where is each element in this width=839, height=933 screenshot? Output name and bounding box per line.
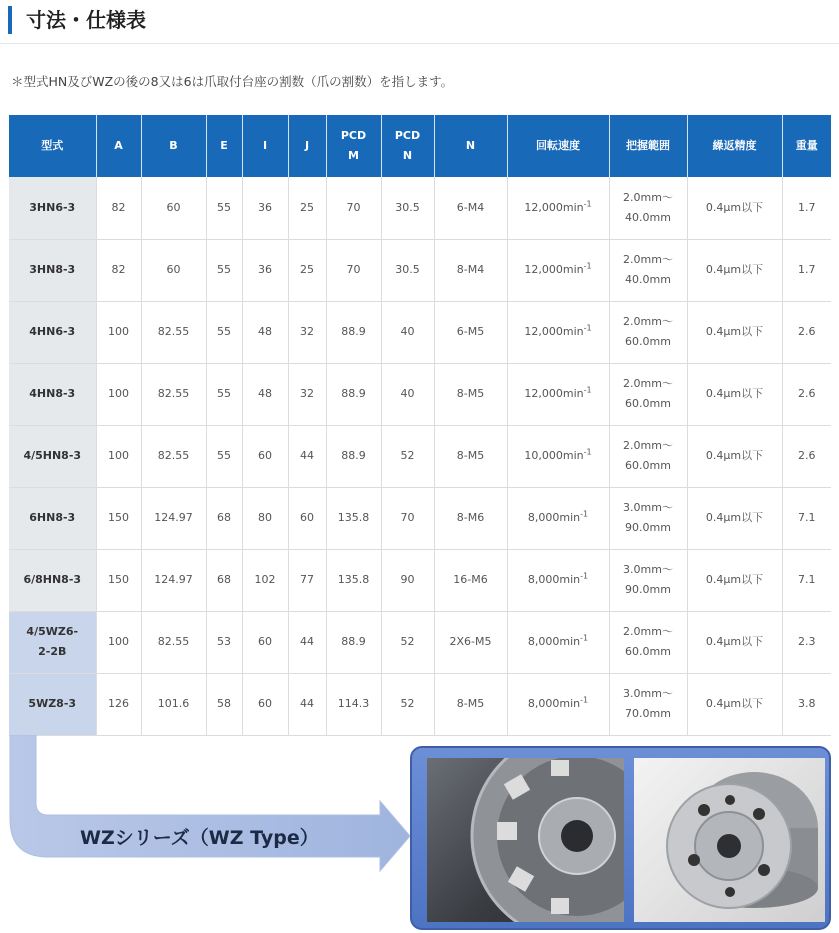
range-text: 3.0mm～ (623, 501, 673, 514)
speed-exponent: -1 (580, 509, 589, 519)
cell-pcdn: 52 (381, 673, 434, 735)
column-header (288, 115, 326, 177)
cell-range (609, 177, 687, 239)
cell-a: 100 (96, 611, 141, 673)
model-note: ＊型式HN及びWZの後の8又は6は爪取付台座の割数（爪の割数）を指します。 (11, 74, 454, 89)
column-header-text: 型式 (41, 139, 64, 152)
cell-j: 44 (288, 673, 326, 735)
model-cell: 6HN8-3 (9, 487, 96, 549)
cell-e: 55 (206, 177, 242, 239)
model-text: 4/5WZ6- (26, 625, 79, 638)
cell-a: 126 (96, 673, 141, 735)
section-title: 寸法・仕様表 (26, 8, 146, 32)
cell-b: 82.55 (141, 611, 206, 673)
cell-pcdm: 88.9 (326, 611, 381, 673)
speed-exponent: -1 (580, 571, 589, 581)
speed-exponent: -1 (583, 199, 592, 209)
table-row (9, 611, 831, 673)
cell-n: 8-M6 (434, 487, 507, 549)
cell-weight: 7.1 (782, 549, 831, 611)
column-header-text: N (402, 149, 413, 162)
chuck-body-illustration (634, 758, 825, 922)
range-text: 2.0mm～ (623, 253, 673, 266)
column-header-text: 回転速度 (536, 139, 580, 152)
cell-a: 82 (96, 177, 141, 239)
cell-a: 100 (96, 301, 141, 363)
cell-pcdn: 30.5 (381, 177, 434, 239)
range-text: 70.0mm (625, 707, 671, 720)
cell-weight: 2.3 (782, 611, 831, 673)
cell-e: 53 (206, 611, 242, 673)
product-photo-frame (410, 746, 831, 930)
column-header-text: I (262, 139, 268, 152)
speed-value: 12,000min (524, 200, 584, 214)
speed-exponent: -1 (583, 385, 592, 395)
range-text: 2.0mm～ (623, 190, 673, 204)
speed-value: 12,000min (524, 263, 584, 276)
table-row (9, 425, 831, 487)
cell-speed (507, 487, 609, 549)
table-body (9, 177, 831, 735)
cell-n: 8-M5 (434, 425, 507, 487)
range-text: 40.0mm (625, 273, 671, 286)
cell-b: 60 (141, 177, 206, 239)
cell-i: 102 (242, 549, 288, 611)
range-text: 60.0mm (625, 335, 671, 348)
table-row (9, 549, 831, 611)
cell-n: 2X6-M5 (434, 611, 507, 673)
column-header-text: B (169, 139, 178, 152)
cell-range (609, 673, 687, 735)
cell-accuracy: 0.4μm以下 (687, 673, 782, 735)
cell-speed (507, 673, 609, 735)
cell-n: 8-M5 (434, 673, 507, 735)
cell-b: 82.55 (141, 301, 206, 363)
model-cell: 6/8HN8-3 (9, 549, 96, 611)
cell-pcdn: 40 (381, 301, 434, 363)
cell-accuracy: 0.4μm以下 (687, 177, 782, 239)
range-text: 3.0mm～ (623, 687, 673, 700)
cell-speed (507, 549, 609, 611)
cell-i: 48 (242, 363, 288, 425)
column-header (242, 115, 288, 177)
cell-a: 100 (96, 425, 141, 487)
cell-b: 124.97 (141, 487, 206, 549)
cell-j: 32 (288, 363, 326, 425)
speed-value: 8,000min (527, 573, 581, 586)
column-header-text: M (348, 149, 359, 162)
column-header-text: E (220, 139, 228, 152)
column-header-text: 把握範囲 (626, 139, 670, 152)
cell-n: 6-M5 (434, 301, 507, 363)
model-cell: 4HN8-3 (9, 363, 96, 425)
cell-j: 60 (288, 487, 326, 549)
cell-range (609, 425, 687, 487)
speed-value: 8,000min (527, 635, 581, 648)
cell-e: 55 (206, 363, 242, 425)
cell-speed (507, 425, 609, 487)
cell-e: 68 (206, 487, 242, 549)
cell-accuracy: 0.4μm以下 (687, 363, 782, 425)
cell-pcdm: 135.8 (326, 549, 381, 611)
model-text: 2-2B (38, 645, 67, 658)
model-cell: 3HN8-3 (9, 239, 96, 301)
speed-value: 10,000min (524, 449, 584, 462)
cell-b: 124.97 (141, 549, 206, 611)
range-text: 90.0mm (625, 521, 671, 534)
cell-n: 8-M5 (434, 363, 507, 425)
cell-pcdn: 40 (381, 363, 434, 425)
cell-i: 48 (242, 301, 288, 363)
cell-pcdm: 114.3 (326, 673, 381, 735)
range-text: 3.0mm～ (623, 563, 673, 576)
cell-e: 58 (206, 673, 242, 735)
table-row (9, 239, 831, 301)
range-text: 40.0mm (625, 210, 671, 224)
cell-accuracy: 0.4μm以下 (687, 487, 782, 549)
range-text: 90.0mm (625, 583, 671, 596)
cell-speed (507, 239, 609, 301)
cell-weight: 3.8 (782, 673, 831, 735)
cell-pcdm: 88.9 (326, 301, 381, 363)
speed-exponent: -1 (580, 695, 589, 705)
range-text: 60.0mm (625, 459, 671, 472)
cell-range (609, 549, 687, 611)
range-text: 60.0mm (625, 397, 671, 410)
cell-pcdn: 30.5 (381, 239, 434, 301)
column-header (141, 115, 206, 177)
speed-value: 8,000min (527, 697, 581, 710)
cell-pcdn: 90 (381, 549, 434, 611)
cell-j: 32 (288, 301, 326, 363)
cell-i: 60 (242, 611, 288, 673)
cell-pcdn: 52 (381, 425, 434, 487)
range-text: 60.0mm (625, 645, 671, 658)
range-text: 2.0mm～ (623, 625, 673, 638)
heading-divider (0, 43, 839, 44)
speed-value: 12,000min (524, 387, 584, 400)
cell-i: 80 (242, 487, 288, 549)
table-row (9, 177, 831, 239)
column-header-text: PCD (394, 129, 421, 142)
column-header-text: 繰返精度 (712, 139, 757, 152)
cell-i: 60 (242, 425, 288, 487)
column-header (206, 115, 242, 177)
model-cell: 3HN6-3 (9, 177, 96, 239)
cell-b: 82.55 (141, 363, 206, 425)
cell-pcdm: 70 (326, 177, 381, 239)
cell-n: 8-M4 (434, 239, 507, 301)
cell-j: 25 (288, 239, 326, 301)
speed-exponent: -1 (583, 447, 592, 457)
column-header (9, 115, 96, 177)
cell-accuracy: 0.4μm以下 (687, 425, 782, 487)
table-header-row (9, 115, 831, 177)
cell-e: 55 (206, 239, 242, 301)
column-header (96, 115, 141, 177)
column-header-text: J (304, 139, 310, 152)
range-text: 2.0mm～ (623, 377, 673, 390)
table-row (9, 487, 831, 549)
cell-weight: 2.6 (782, 363, 831, 425)
model-cell: 5WZ8-3 (9, 673, 96, 735)
cell-b: 60 (141, 239, 206, 301)
model-cell (9, 611, 96, 673)
cell-e: 68 (206, 549, 242, 611)
table-row (9, 363, 831, 425)
cell-i: 60 (242, 673, 288, 735)
cell-accuracy: 0.4μm以下 (687, 239, 782, 301)
column-header (381, 115, 434, 177)
cell-j: 44 (288, 425, 326, 487)
spec-table (9, 115, 831, 736)
cell-weight: 2.6 (782, 425, 831, 487)
cell-pcdm: 135.8 (326, 487, 381, 549)
column-header-text: 重量 (795, 139, 818, 152)
speed-value: 12,000min (524, 325, 584, 338)
cell-i: 36 (242, 239, 288, 301)
cell-n: 6-M4 (434, 177, 507, 239)
cell-j: 77 (288, 549, 326, 611)
cell-range (609, 363, 687, 425)
cell-accuracy: 0.4μm以下 (687, 549, 782, 611)
cell-a: 150 (96, 549, 141, 611)
range-text: 2.0mm～ (623, 439, 673, 452)
range-text: 2.0mm～ (623, 315, 673, 328)
cell-pcdn: 70 (381, 487, 434, 549)
cell-pcdm: 70 (326, 239, 381, 301)
chuck-closeup-photo (427, 758, 624, 922)
model-cell: 4/5HN8-3 (9, 425, 96, 487)
speed-exponent: -1 (583, 323, 592, 333)
section-heading (8, 6, 146, 34)
cell-accuracy: 0.4μm以下 (687, 611, 782, 673)
banner-label: WZシリーズ（WZ Type） (80, 827, 319, 849)
cell-pcdm: 88.9 (326, 425, 381, 487)
column-header-text: N (465, 139, 476, 152)
column-header (609, 115, 687, 177)
cell-b: 82.55 (141, 425, 206, 487)
cell-range (609, 301, 687, 363)
cell-speed (507, 177, 609, 239)
cell-i: 36 (242, 177, 288, 239)
cell-range (609, 611, 687, 673)
cell-a: 100 (96, 363, 141, 425)
chuck-face-illustration (427, 758, 624, 922)
column-header (507, 115, 609, 177)
table-row (9, 673, 831, 735)
model-cell: 4HN6-3 (9, 301, 96, 363)
cell-b: 101.6 (141, 673, 206, 735)
column-header-text: PCD (340, 129, 367, 142)
cell-range (609, 239, 687, 301)
cell-speed (507, 301, 609, 363)
cell-weight: 1.7 (782, 239, 831, 301)
cell-weight: 2.6 (782, 301, 831, 363)
speed-value: 8,000min (527, 511, 581, 524)
cell-pcdm: 88.9 (326, 363, 381, 425)
speed-exponent: -1 (583, 261, 592, 271)
column-header (687, 115, 782, 177)
cell-j: 25 (288, 177, 326, 239)
chuck-product-photo (634, 758, 825, 922)
cell-j: 44 (288, 611, 326, 673)
cell-e: 55 (206, 425, 242, 487)
cell-pcdn: 52 (381, 611, 434, 673)
cell-a: 82 (96, 239, 141, 301)
cell-speed (507, 363, 609, 425)
cell-weight: 1.7 (782, 177, 831, 239)
column-header (434, 115, 507, 177)
cell-a: 150 (96, 487, 141, 549)
table-row (9, 301, 831, 363)
cell-accuracy: 0.4μm以下 (687, 301, 782, 363)
cell-n: 16-M6 (434, 549, 507, 611)
column-header (782, 115, 831, 177)
speed-exponent: -1 (580, 633, 589, 643)
column-header (326, 115, 381, 177)
cell-range (609, 487, 687, 549)
cell-e: 55 (206, 301, 242, 363)
column-header-text: A (114, 139, 123, 152)
cell-speed (507, 611, 609, 673)
cell-weight: 7.1 (782, 487, 831, 549)
